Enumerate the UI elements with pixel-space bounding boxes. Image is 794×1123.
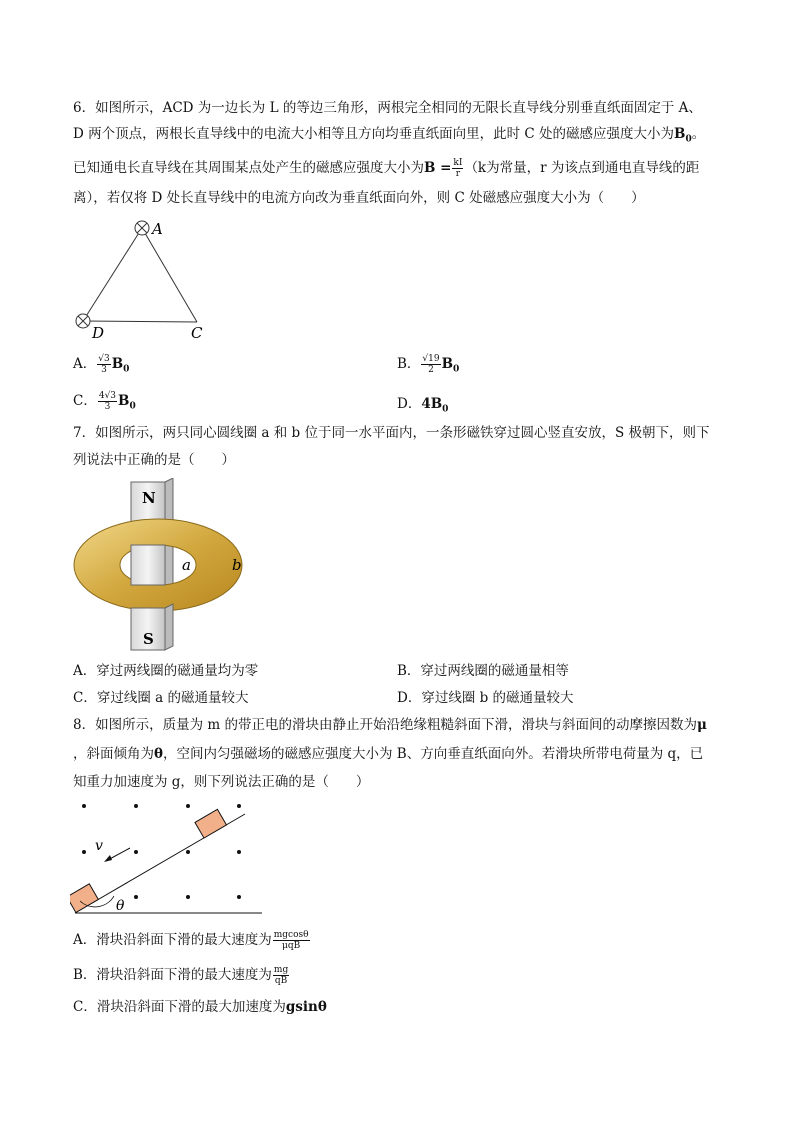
q6-option-b-sub: 0 [453,364,460,375]
q6-option-b-den: 2 [428,365,434,375]
q6-option-d-sym: B [430,396,443,412]
q6-b0-sub: 0 [685,134,692,145]
q6-option-c-sub: 0 [129,401,136,412]
q8-velocity-arrowhead [104,855,112,862]
q8-theta-symbol: θ [154,746,164,762]
q6-formula-den: r [455,169,461,179]
q8-option-b-fraction [273,965,289,986]
q6-option-d-letter: D． [397,396,422,412]
q6-option-b[interactable] [397,354,459,379]
q6-option-a-den: 3 [101,365,107,375]
q8-option-b-text: B．滑块沿斜面下滑的最大速度为 [73,967,272,983]
q6-option-b-sym: B [441,356,454,372]
q6-option-d-sub: 0 [442,404,449,415]
q6-option-c-letter: C． [73,393,97,409]
q6-option-a[interactable] [73,354,129,379]
q6-option-a-sub: 0 [123,364,130,375]
q6-label-c: C [191,324,203,340]
q8-option-b-num: mg [273,965,289,975]
q8-line-3: 知重力加速度为 g，则下列说法正确的是（ ） [73,774,370,790]
q7-line-1: 7．如图所示，两只同心圆线圈 a 和 b 位于同一水平面内，一条形磁铁穿过圆心竖直安放，S 极朝下，则下 [73,425,710,441]
q7-magnet-lower-side [165,604,173,650]
q7-label-n: N [142,489,156,507]
q8-incline-figure [70,796,270,918]
q8-line-2-pre: ，斜面倾角为 [73,746,154,762]
q6-label-a: A [152,220,163,238]
q7-option-d[interactable]: D．穿过线圈 b 的磁通量较大 [397,690,574,706]
q6-line-4: 离），若仅将 D 处长直导线中的电流方向改为垂直纸面向外，则 C 处磁感应强度大小为（ ） [73,190,645,206]
q6-line-2-end: 。 [691,126,706,142]
q7-label-a: a [182,556,191,574]
q6-wire-d-icon [76,314,90,328]
q6-option-b-num: √19 [422,354,440,364]
q8-label-theta: θ [116,898,125,914]
q6-formula-lhs: B = [424,160,452,176]
q8-option-a[interactable] [73,930,311,951]
q6-side-ad [83,228,142,321]
q6-option-c-sym: B [118,393,130,409]
q6-line-1: 6．如图所示，ACD 为一边长为 L 的等边三角形，两根完全相同的无限长直导线分别垂直纸面固定于 A、 [73,100,702,116]
q6-formula-num: kI [453,158,463,168]
q7-option-a[interactable]: A．穿过两线圈的磁通量均为零 [73,663,259,679]
q8-label-v: v [95,838,103,854]
q6-line-3-post: （k为常量，r 为该点到通电直导线的距 [464,160,700,176]
q6-option-a-num: √3 [98,354,110,364]
q8-mu-symbol: μ [696,717,707,733]
q6-option-a-letter: A． [73,356,97,372]
q6-option-b-letter: B． [397,356,421,372]
q7-option-c[interactable]: C．穿过线圈 a 的磁通量较大 [73,690,249,706]
q8-option-c-text: C．滑块沿斜面下滑的最大加速度为 [73,999,286,1015]
q6-triangle-figure [70,215,220,340]
q8-block-bottom [70,884,98,913]
q8-option-a-text: A．滑块沿斜面下滑的最大速度为 [73,932,272,948]
q6-option-d[interactable] [397,395,448,419]
q6-line-2 [73,125,705,149]
q6-line-2-text: D 两个顶点，两根长直导线中的电流大小相等且方向均垂直纸面向里，此时 C 处的磁感应强度大小为 [73,126,675,142]
q7-magnet-coil-figure [70,478,250,653]
q6-option-a-fraction [97,354,110,375]
q7-label-b: b [232,556,242,574]
q8-line-2 [73,745,703,763]
q7-magnet-in-hole [131,545,165,585]
q7-label-s: S [143,630,154,648]
q6-option-a-sym: B [111,356,124,372]
q6-formula-fraction [452,158,463,179]
q6-option-c-den: 3 [104,402,111,412]
q6-option-d-coef: 4 [421,396,431,412]
q8-option-a-fraction [273,930,310,951]
q6-option-c-num: 4√3 [98,391,117,401]
q6-side-ac [142,228,197,322]
q8-option-b[interactable] [73,965,290,986]
q8-option-a-num: mgcosθ [273,930,309,940]
q8-option-c-value: gsinθ [285,999,327,1015]
q6-b0-symbol: B [674,126,686,142]
q6-side-dc [83,321,197,322]
q6-option-c[interactable] [73,391,136,416]
q7-line-2: 列说法中正确的是（ ） [73,452,235,468]
q8-option-a-den: μqB [282,941,301,951]
q8-block-top [195,809,227,838]
q6-option-c-fraction [98,391,117,412]
q8-line-1-text: 8．如图所示，质量为 m 的带正电的滑块由静止开始沿绝缘粗糙斜面下滑，滑块与斜面间的动摩擦因数为 [73,717,697,733]
q6-line-3 [73,158,699,179]
q8-option-b-den: qB [274,976,288,986]
q6-wire-a-icon [135,221,149,235]
q7-option-b[interactable]: B．穿过两线圈的磁通量相等 [397,663,569,679]
q8-line-2-post: ，空间内匀强磁场的磁感应强度大小为 B、方向垂直纸面向外。若滑块所带电荷量为 q，已 [163,746,704,762]
q6-line-3-pre: 已知通电长直导线在其周围某点处产生的磁感应强度大小为 [73,160,424,176]
q6-option-b-fraction [421,354,440,375]
q8-option-c[interactable] [73,998,327,1016]
q6-label-d: D [92,324,105,340]
q8-line-1 [73,716,707,734]
